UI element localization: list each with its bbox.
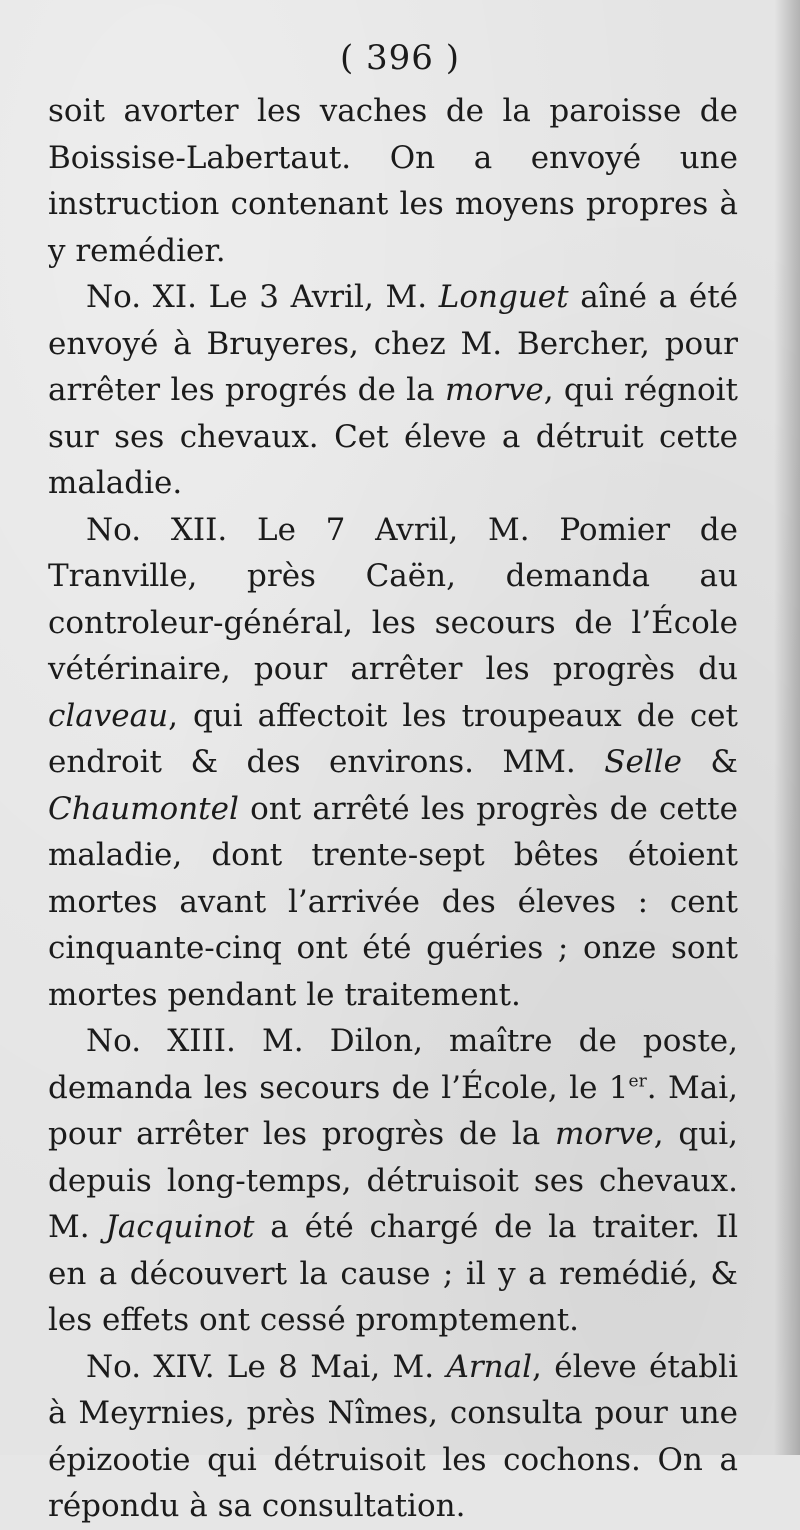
disease-term: morve (555, 1116, 654, 1152)
text-run: . Mai, pour arrêter les progrès de la (48, 1069, 738, 1152)
text-run: No. XI. Le 3 Avril, M. (86, 279, 439, 315)
person-name: Arnal (446, 1348, 533, 1385)
text-run: No. XII. Le 7 Avril, M. Pomier de Tranville, près Caën, demanda au controleur-général, les secours de l’École vétérinaire, pour arrêter les progrès du (48, 511, 738, 687)
body-text (48, 88, 738, 1530)
paragraph-entry-xiii (48, 1018, 738, 1344)
page-edge-shadow (774, 0, 800, 1455)
disease-term: claveau (48, 697, 169, 734)
ordinal-superscript: er (628, 1071, 647, 1092)
text-run: No. XIII. M. Dilon, maître de poste, demanda les secours de l’École, le 1 (48, 1023, 738, 1106)
text-run: a été chargé de la traiter. Il en a découvert la cause ; il y a remédié, & les effets ont cessé promptement. (48, 1209, 739, 1338)
text-run: ont arrêté les progrès de cette maladie, dont trente-sept bêtes étoient mortes avant l’arrivée des éleves : cent cinquante-cinq ont été guéries ; onze sont mortes pendant le traitement. (48, 790, 738, 1013)
person-name: Jacquinot (105, 1209, 255, 1245)
text-run: No. XIV. Le 8 Mai, M. (86, 1348, 447, 1385)
paragraph-entry-xi (48, 274, 738, 507)
text-run: aîné a été envoyé à Bruyeres, chez M. Bercher, pour arrêter les progrés de la (48, 279, 738, 408)
page-number: ( 396 ) (339, 38, 461, 78)
person-name: Chaumontel (48, 790, 239, 827)
person-name: Longuet (438, 279, 569, 315)
text-run: , qui affectoit les troupeaux de cet endroit & des environs. MM. (48, 697, 738, 780)
text-run: , qui, depuis long-temps, détruisoit ses chevaux. M. (48, 1116, 738, 1245)
paragraph-entry-xii (48, 507, 738, 1019)
text-run: , éleve établi à Meyrnies, près Nîmes, consulta pour une épizootie qui détruisoit les cochons. On a répondu à sa consultation. (48, 1348, 738, 1524)
paragraph-entry-xiv (48, 1344, 738, 1530)
text-run: & (681, 744, 739, 780)
text-run: , qui régnoit sur ses chevaux. Cet éleve a détruit cette maladie. (48, 372, 739, 501)
person-name: Selle (604, 744, 682, 780)
paragraph-continuation (48, 88, 738, 274)
text-run: soit avorter les vaches de la paroisse de Boissise-Labertaut. On a envoyé une instruction contenant les moyens propres à y remédier. (48, 93, 738, 269)
disease-term: morve (444, 372, 544, 408)
